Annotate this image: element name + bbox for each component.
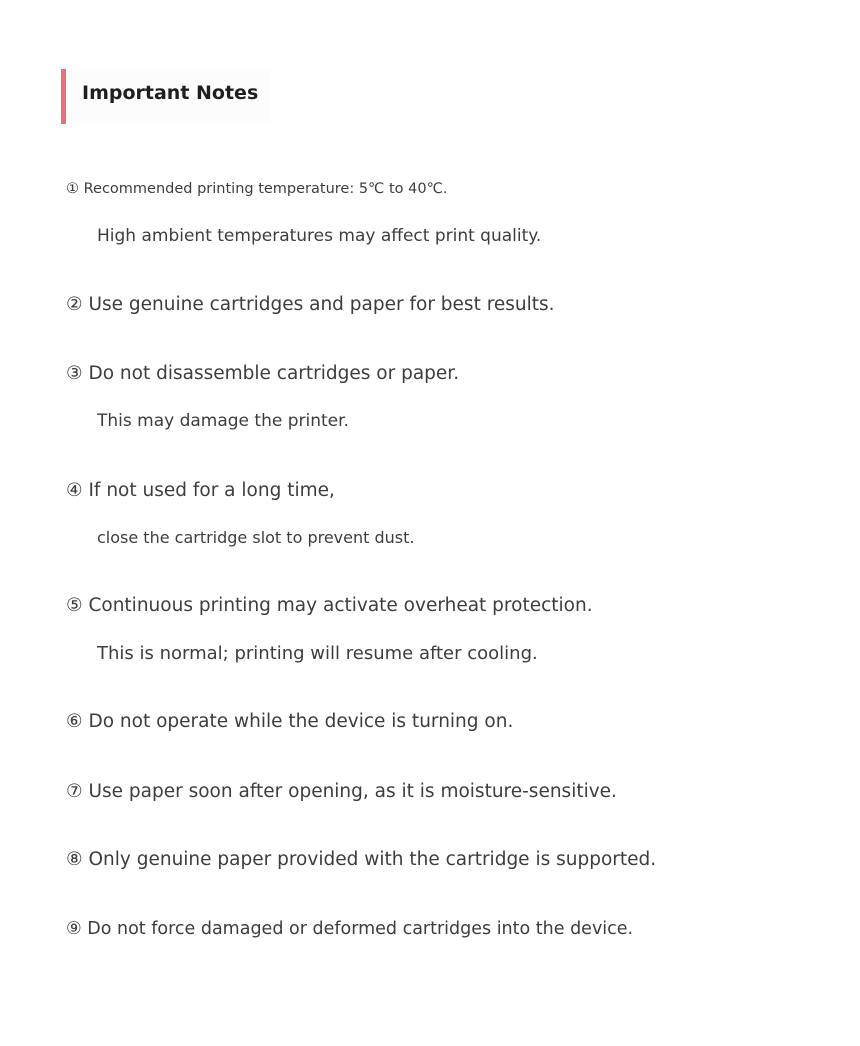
note-7-text: ⑦ Use paper soon after opening, as it is moisture-sensitive. [66,781,617,802]
note-1-detail: High ambient temperatures may affect print quality. [97,226,542,246]
note-3-detail: This may damage the printer. [97,411,349,431]
note-5-detail: This is normal; printing will resume after cooling. [97,643,538,664]
accent-bar [61,69,66,124]
page-title: Important Notes [82,82,259,104]
note-2-text: ② Use genuine cartridges and paper for best results. [66,294,555,315]
note-1-text: ① Recommended printing temperature: 5℃ to 40℃. [66,181,448,197]
notes-header [61,69,271,124]
note-4-detail: close the cartridge slot to prevent dust. [97,528,415,547]
note-4-text: ④ If not used for a long time, [66,480,335,501]
note-9-text: ⑨ Do not force damaged or deformed cartridges into the device. [66,919,634,939]
note-5-text: ⑤ Continuous printing may activate overheat protection. [66,595,593,616]
note-8-text: ⑧ Only genuine paper provided with the cartridge is supported. [66,849,657,870]
note-3-text: ③ Do not disassemble cartridges or paper. [66,363,460,384]
note-6-text: ⑥ Do not operate while the device is turning on. [66,711,514,732]
